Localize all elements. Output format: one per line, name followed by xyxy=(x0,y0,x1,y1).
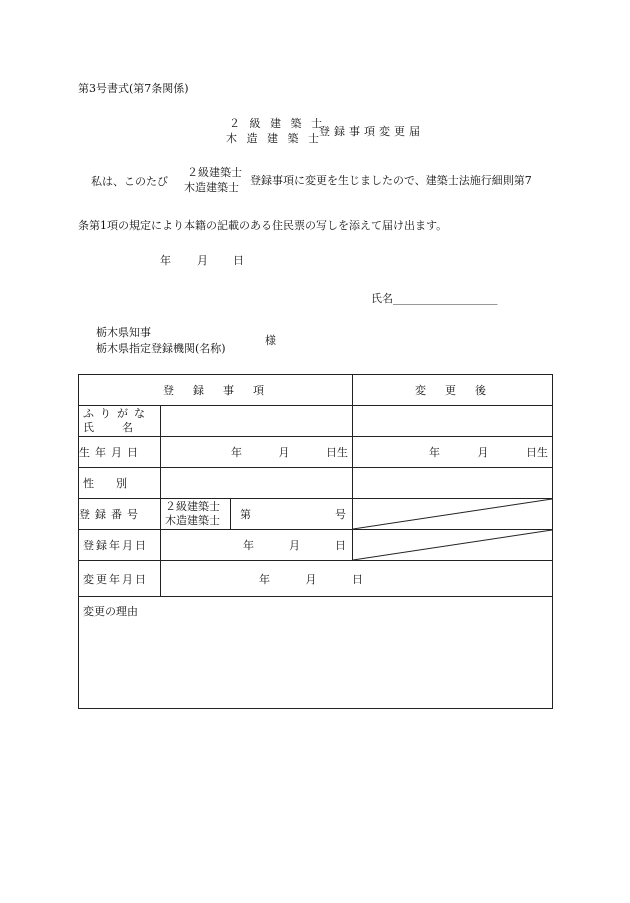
intro-post: 登録事項に変更を生じましたので、建築士法施行細則第7 xyxy=(250,174,532,187)
reg-date-after-struck xyxy=(353,530,553,561)
input-birthdate-current[interactable] xyxy=(161,437,353,468)
reg-month: 月 xyxy=(289,539,300,552)
input-gender-current[interactable] xyxy=(161,468,353,499)
table-header-row xyxy=(79,375,553,406)
reason-field[interactable] xyxy=(79,597,553,709)
label-reason: 変更の理由 xyxy=(83,605,138,618)
birth-month: 月 xyxy=(278,446,290,459)
birth-day: 日生 xyxy=(326,446,348,459)
input-reg-date[interactable] xyxy=(161,530,353,561)
reg-number-after-struck xyxy=(353,499,553,530)
diagonal-strike xyxy=(353,530,552,560)
reg-day: 日 xyxy=(335,539,346,552)
input-reg-number[interactable] xyxy=(231,499,353,530)
intro-qual-2: 木造建築士 xyxy=(184,181,239,194)
row-reg-date xyxy=(79,530,553,561)
reg-qual-2: 木造建築士 xyxy=(165,514,220,527)
header-after-change: 変 更 後 xyxy=(353,375,553,406)
change-day: 日 xyxy=(352,572,363,586)
registration-change-table xyxy=(78,374,553,709)
reg-qual-1: ２級建築士 xyxy=(165,500,220,513)
birth-after-year: 年 xyxy=(429,446,441,459)
intro-pre: 私は、このたび xyxy=(91,175,168,188)
intro-line-2: 条第1項の規定により本籍の記載のある住民票の写しを添えて届け出ます。 xyxy=(78,219,448,232)
label-furigana: ふりがな xyxy=(83,407,151,420)
reg-no-prefix: 第 xyxy=(240,508,251,521)
row-name xyxy=(79,406,553,437)
reg-year: 年 xyxy=(243,539,254,552)
header-registered-items: 登 録 事 項 xyxy=(79,375,353,406)
change-month: 月 xyxy=(305,572,317,586)
input-name-after[interactable] xyxy=(353,406,553,437)
reg-no-suffix: 号 xyxy=(335,508,347,521)
label-gender: 性 別 xyxy=(79,468,161,499)
label-furigana-name xyxy=(79,406,161,437)
form-title: 登録事項変更届 xyxy=(319,125,424,138)
input-gender-after[interactable] xyxy=(353,468,553,499)
reg-qual-cell[interactable] xyxy=(161,499,231,530)
label-birthdate: 生年月日 xyxy=(79,437,161,468)
row-reg-number xyxy=(79,499,553,530)
diagonal-strike xyxy=(353,499,552,529)
title-qual-2: 木 造 建 築 士 xyxy=(226,132,322,145)
label-name: 氏 名 xyxy=(83,421,135,434)
label-reg-date: 登録年月日 xyxy=(79,530,161,561)
change-year: 年 xyxy=(259,572,270,586)
date-year: 年 xyxy=(160,254,171,267)
title-qual-1: ２ 級 建 築 士 xyxy=(229,117,325,130)
date-month: 月 xyxy=(197,254,208,267)
birth-year: 年 xyxy=(231,446,242,459)
row-birthdate xyxy=(79,437,553,468)
birth-after-month: 月 xyxy=(477,446,489,459)
addressee-honorific: 様 xyxy=(265,334,276,347)
row-change-date xyxy=(79,561,553,597)
date-day: 日 xyxy=(233,254,244,267)
row-reason xyxy=(79,597,553,709)
applicant-name-field[interactable]: 氏名___________________ xyxy=(371,292,498,305)
input-name-current[interactable] xyxy=(161,406,353,437)
input-birthdate-after[interactable] xyxy=(353,437,553,468)
addressee-line-1: 栃木県知事 xyxy=(96,326,151,339)
birth-after-day: 日生 xyxy=(526,446,549,459)
label-reg-number: 登録番号 xyxy=(79,499,161,530)
form-number: 第3号書式(第7条関係) xyxy=(78,82,189,95)
label-change-date: 変更年月日 xyxy=(79,561,161,597)
row-gender xyxy=(79,468,553,499)
addressee-line-2: 栃木県指定登録機関(名称) xyxy=(96,342,226,355)
intro-qual-1: ２級建築士 xyxy=(187,166,242,179)
input-change-date[interactable] xyxy=(161,561,553,597)
